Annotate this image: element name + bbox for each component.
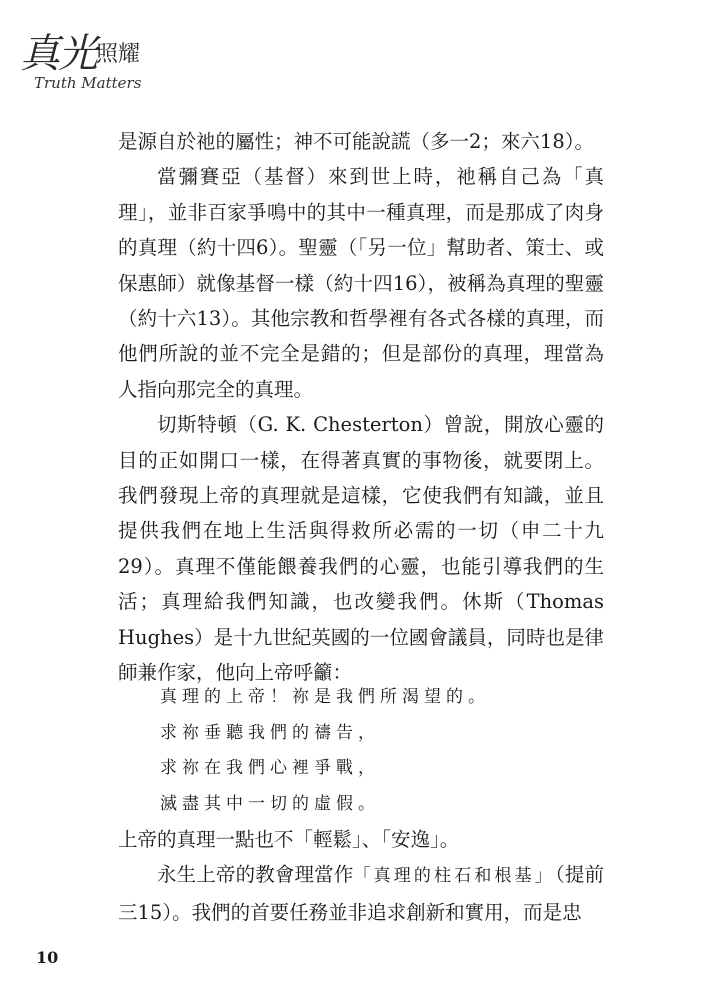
poem-line: 滅盡其中一切的虛假。	[160, 793, 380, 814]
paragraph-chesterton: 切斯特頓（G. K. Chesterton）曾說，開放心靈的目的正如開口一樣，在得著真實的事物後，就要閉上。我們發現上帝的真理就是這樣，它使我們有知識，並且提供我們在地上生活與得救所必需的一切（申二十九29）。真理不僅能餵養我們的心靈，也能引導我們的生活；真理給我們知識，也改變我們。休斯（Thomas Hughes）是十九世紀英國的一位國會議員，同時也是律師兼作家，他向上帝呼籲：	[118, 413, 604, 685]
paragraph-messiah: 當彌賽亞（基督）來到世上時，祂稱自己為「真理」，並非百家爭鳴中的其中一種真理，而是那成了肉身的真理（約十四6）。聖靈（「另一位」幫助者、策士、或保惠師）就像基督一樣（約十四16），被稱為真理的聖靈（約十六13）。其他宗教和哲學裡有各式各樣的真理，而他們所說的並不完全是錯的；但是部份的真理，理當為人指向那完全的真理。	[118, 165, 604, 401]
paragraph-church: 永生上帝的教會理當作「真理的柱石和根基」（提前三15）。我們的首要任務並非追求創新和實用，而是忠	[118, 863, 604, 924]
closing-text	[118, 822, 604, 930]
prayer-quote	[160, 680, 490, 822]
poem-line: 真理的上帝！祢是我們所渴望的。	[160, 687, 490, 707]
poem-line: 求祢在我們心裡爭戰，	[160, 758, 380, 778]
poem-line: 求祢垂聽我們的禱告，	[160, 722, 380, 743]
page-number: 10	[36, 948, 59, 967]
inline-quote: 「真理的柱石和根基」	[353, 866, 555, 887]
main-text	[118, 124, 604, 691]
logo-english: Truth Matters	[34, 74, 142, 92]
paragraph-truth-not-easy: 上帝的真理一點也不「輕鬆」、「安逸」。	[118, 828, 460, 851]
book-logo	[20, 14, 180, 104]
paragraph-continued: 是源自於祂的屬性；神不可能說謊（多一2；來六18）。	[118, 130, 594, 153]
logo-chinese: 真光照耀	[20, 31, 141, 77]
